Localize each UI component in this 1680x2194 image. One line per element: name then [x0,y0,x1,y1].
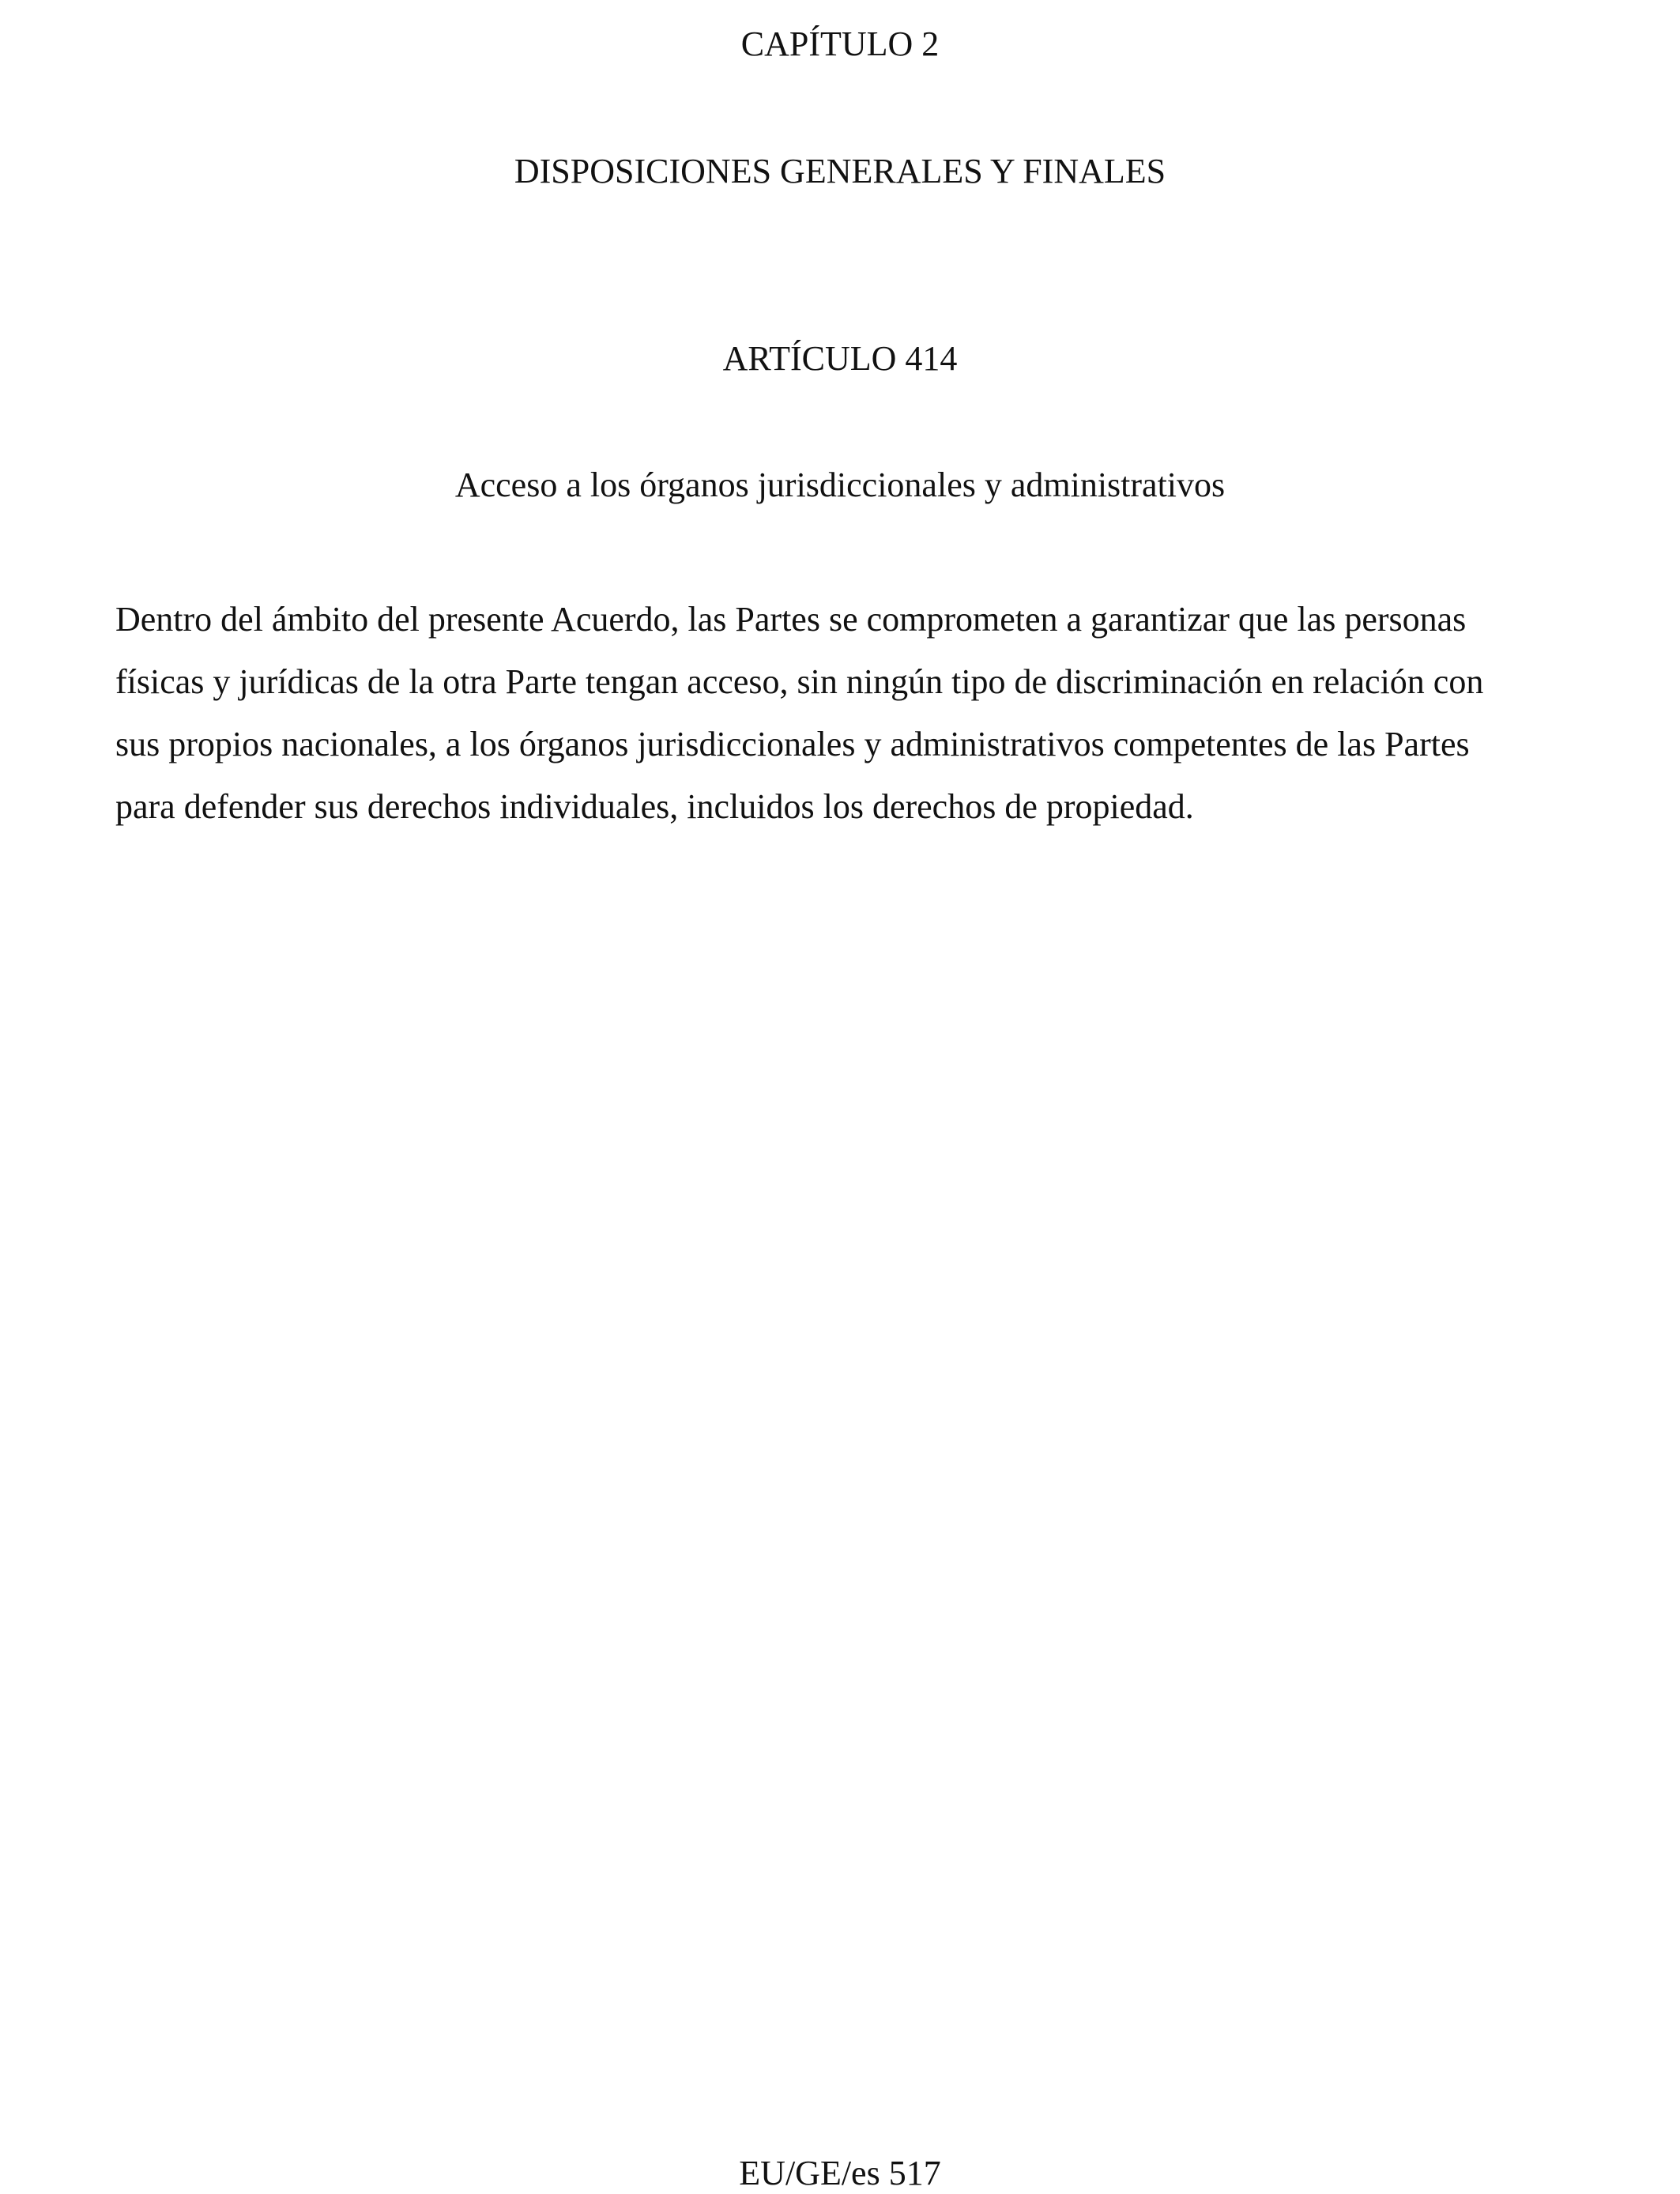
chapter-heading: CAPÍTULO 2 [740,25,940,63]
chapter-title: DISPOSICIONES GENERALES Y FINALES [514,152,1166,190]
article-title: Acceso a los órganos jurisdiccionales y administrativos [454,466,1226,504]
article-heading: ARTÍCULO 414 [722,339,958,378]
body-line: sus propios nacionales, a los órganos jurisdiccionales y administrativos competentes de las Partes [115,725,1470,763]
article-body [115,588,1569,838]
body-line: Dentro del ámbito del presente Acuerdo, las Partes se comprometen a garantizar que las personas [115,600,1467,639]
body-line: físicas y jurídicas de la otra Parte tengan acceso, sin ningún tipo de discriminación en relación con [115,662,1484,701]
page-footer: EU/GE/es 517 [739,2154,941,2192]
body-line: para defender sus derechos individuales, incluidos los derechos de propiedad. [115,787,1194,826]
